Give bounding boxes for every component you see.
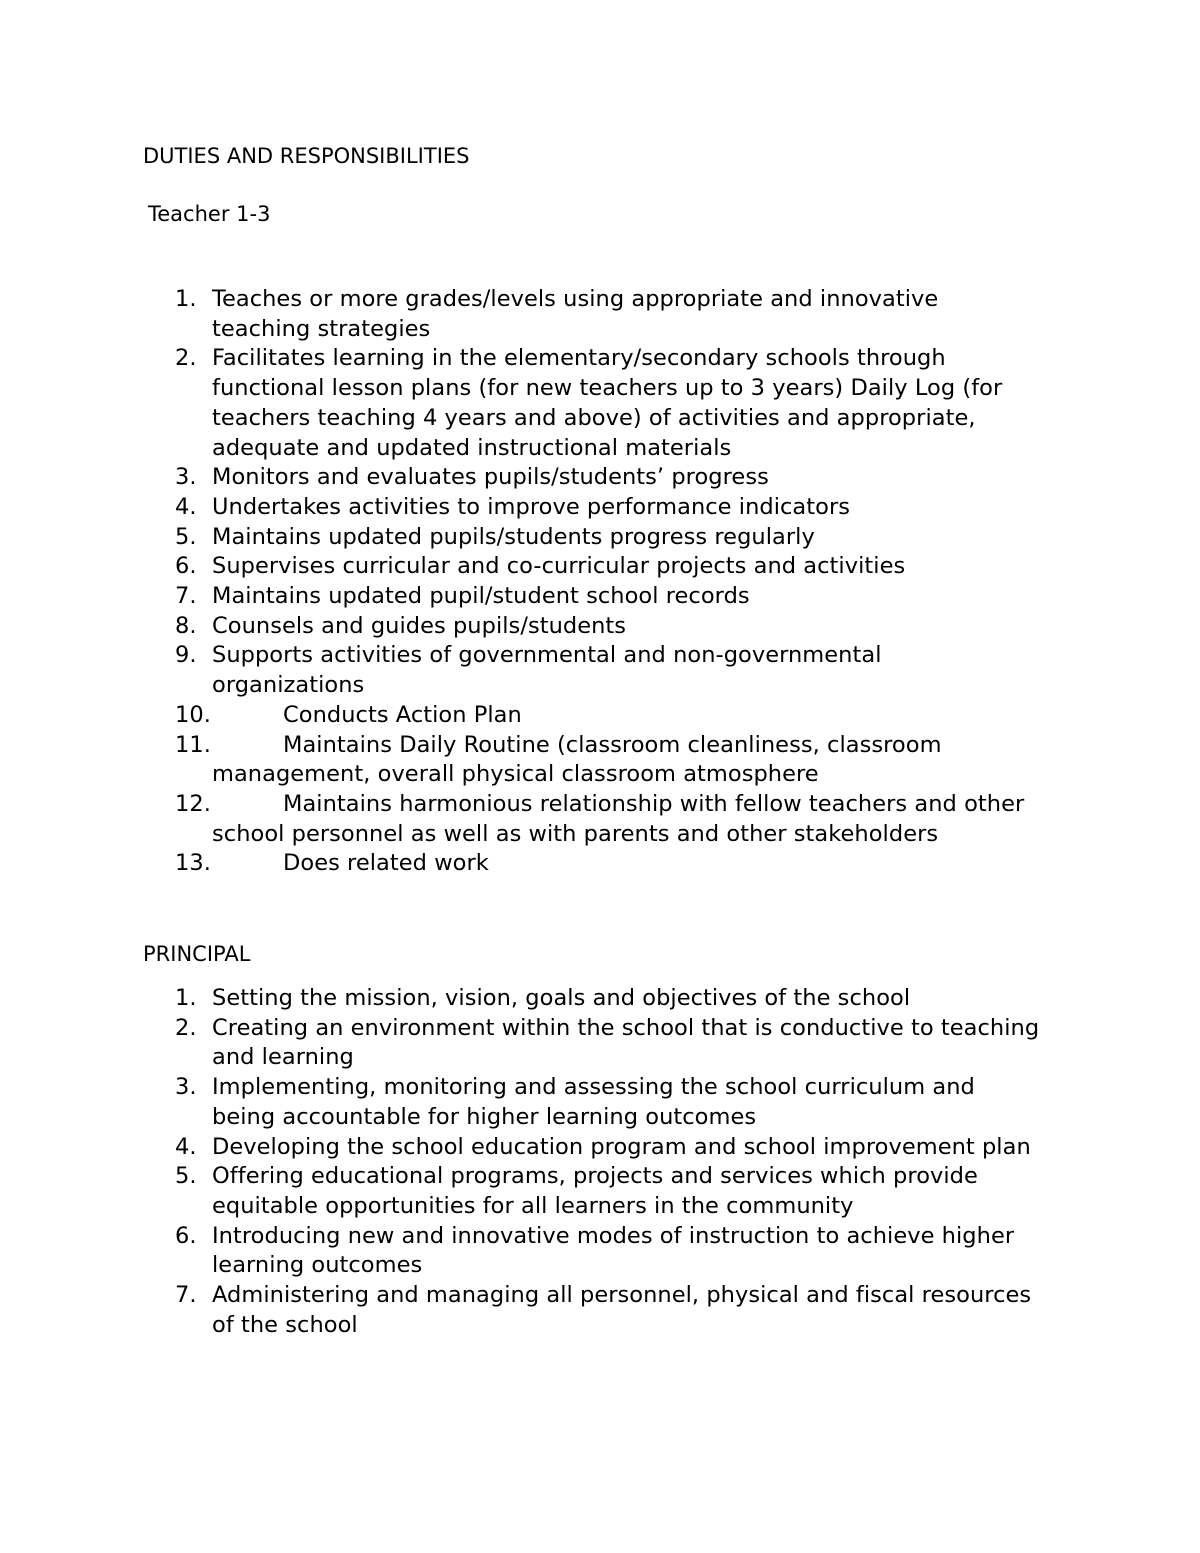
list-item-text: Implementing, monitoring and assessing the school curriculum and being accountable for higher learning outcomes bbox=[212, 1074, 975, 1130]
list-item bbox=[160, 523, 1040, 553]
list-item-number: 11. bbox=[175, 731, 211, 758]
list-item-text: Counsels and guides pupils/students bbox=[212, 612, 627, 639]
list-item-number: 5. bbox=[175, 1163, 197, 1190]
list-item-text: Maintains Daily Routine (classroom cleanliness, classroom management, overall physical classroom atmosphere bbox=[212, 731, 942, 788]
list-item-number: 12. bbox=[175, 790, 211, 817]
list-item bbox=[160, 1073, 1040, 1132]
list-item bbox=[160, 1281, 1040, 1340]
list-item bbox=[160, 984, 1040, 1014]
list-item-text: Introducing new and innovative modes of instruction to achieve higher learning outcomes bbox=[212, 1222, 1015, 1279]
list-item-text: Offering educational programs, projects and services which provide equitable opportunities for all learners in the community bbox=[212, 1163, 978, 1219]
list-item-text: Maintains updated pupil/student school records bbox=[212, 583, 750, 610]
list-item-text: Supports activities of governmental and non-governmental organizations bbox=[212, 642, 882, 699]
list-item bbox=[160, 731, 1040, 790]
list-item bbox=[160, 493, 1040, 523]
list-item-text: Does related work bbox=[283, 850, 489, 877]
list-item bbox=[160, 344, 1040, 463]
list-item-number: 10. bbox=[175, 701, 211, 728]
list-item-text: Maintains harmonious relationship with fellow teachers and other school personnel as well as with parents and other stakeholders bbox=[212, 790, 1025, 847]
list-item-number: 6. bbox=[175, 1222, 197, 1249]
list-item-number: 1. bbox=[175, 985, 197, 1011]
teacher-section-heading: Teacher 1-3 bbox=[148, 202, 271, 226]
list-item-number: 7. bbox=[175, 583, 197, 610]
list-item-number: 4. bbox=[175, 1133, 197, 1160]
list-item-number: 8. bbox=[175, 612, 197, 639]
list-item-number: 4. bbox=[175, 493, 197, 520]
list-item-number: 1. bbox=[175, 286, 197, 312]
list-item-number: 2. bbox=[175, 345, 197, 372]
list-item bbox=[160, 849, 1040, 879]
list-item-number: 9. bbox=[175, 642, 197, 669]
list-item-text: Teaches or more grades/levels using appropriate and innovative teaching strategies bbox=[212, 286, 939, 342]
list-item-text: Undertakes activities to improve performance indicators bbox=[212, 493, 851, 520]
list-item bbox=[160, 790, 1040, 849]
list-item-number: 5. bbox=[175, 523, 197, 550]
list-item-text: Administering and managing all personnel, physical and fiscal resources of the school bbox=[212, 1282, 1032, 1338]
list-item bbox=[160, 582, 1040, 612]
list-item bbox=[160, 463, 1040, 493]
list-item bbox=[160, 1014, 1040, 1073]
list-item-text: Conducts Action Plan bbox=[283, 701, 522, 728]
list-item-number: 7. bbox=[175, 1282, 197, 1309]
list-item-number: 6. bbox=[175, 553, 197, 580]
list-item-number: 3. bbox=[175, 1074, 197, 1101]
list-item-text: Supervises curricular and co-curricular projects and activities bbox=[212, 553, 906, 580]
list-item-text: Creating an environment within the school that is conductive to teaching and learning bbox=[212, 1014, 1040, 1071]
list-item bbox=[160, 285, 1040, 344]
list-item-text: Facilitates learning in the elementary/secondary schools through functional lesson plans (for new teachers up to 3 years) Daily Log (for teachers teaching 4 years and above) of activities and appropriate, adequate and updated instructional materials bbox=[212, 345, 1003, 461]
list-item-text: Setting the mission, vision, goals and objectives of the school bbox=[212, 985, 911, 1011]
list-item-text: Monitors and evaluates pupils/students’ progress bbox=[212, 464, 769, 491]
list-item-text: Developing the school education program and school improvement plan bbox=[212, 1133, 1031, 1160]
list-item bbox=[160, 612, 1040, 642]
list-item bbox=[160, 701, 1040, 731]
list-item bbox=[160, 552, 1040, 582]
document-title: DUTIES AND RESPONSIBILITIES bbox=[143, 144, 470, 168]
list-item bbox=[160, 1222, 1040, 1281]
teacher-duties-list bbox=[160, 285, 1040, 879]
list-item bbox=[160, 1133, 1040, 1163]
principal-duties-list bbox=[160, 984, 1040, 1340]
list-item-number: 2. bbox=[175, 1014, 197, 1041]
list-item bbox=[160, 1162, 1040, 1221]
list-item-number: 13. bbox=[175, 850, 211, 877]
principal-section-heading: PRINCIPAL bbox=[143, 942, 251, 966]
list-item-text: Maintains updated pupils/students progress regularly bbox=[212, 523, 815, 550]
list-item bbox=[160, 641, 1040, 700]
list-item-number: 3. bbox=[175, 464, 197, 491]
